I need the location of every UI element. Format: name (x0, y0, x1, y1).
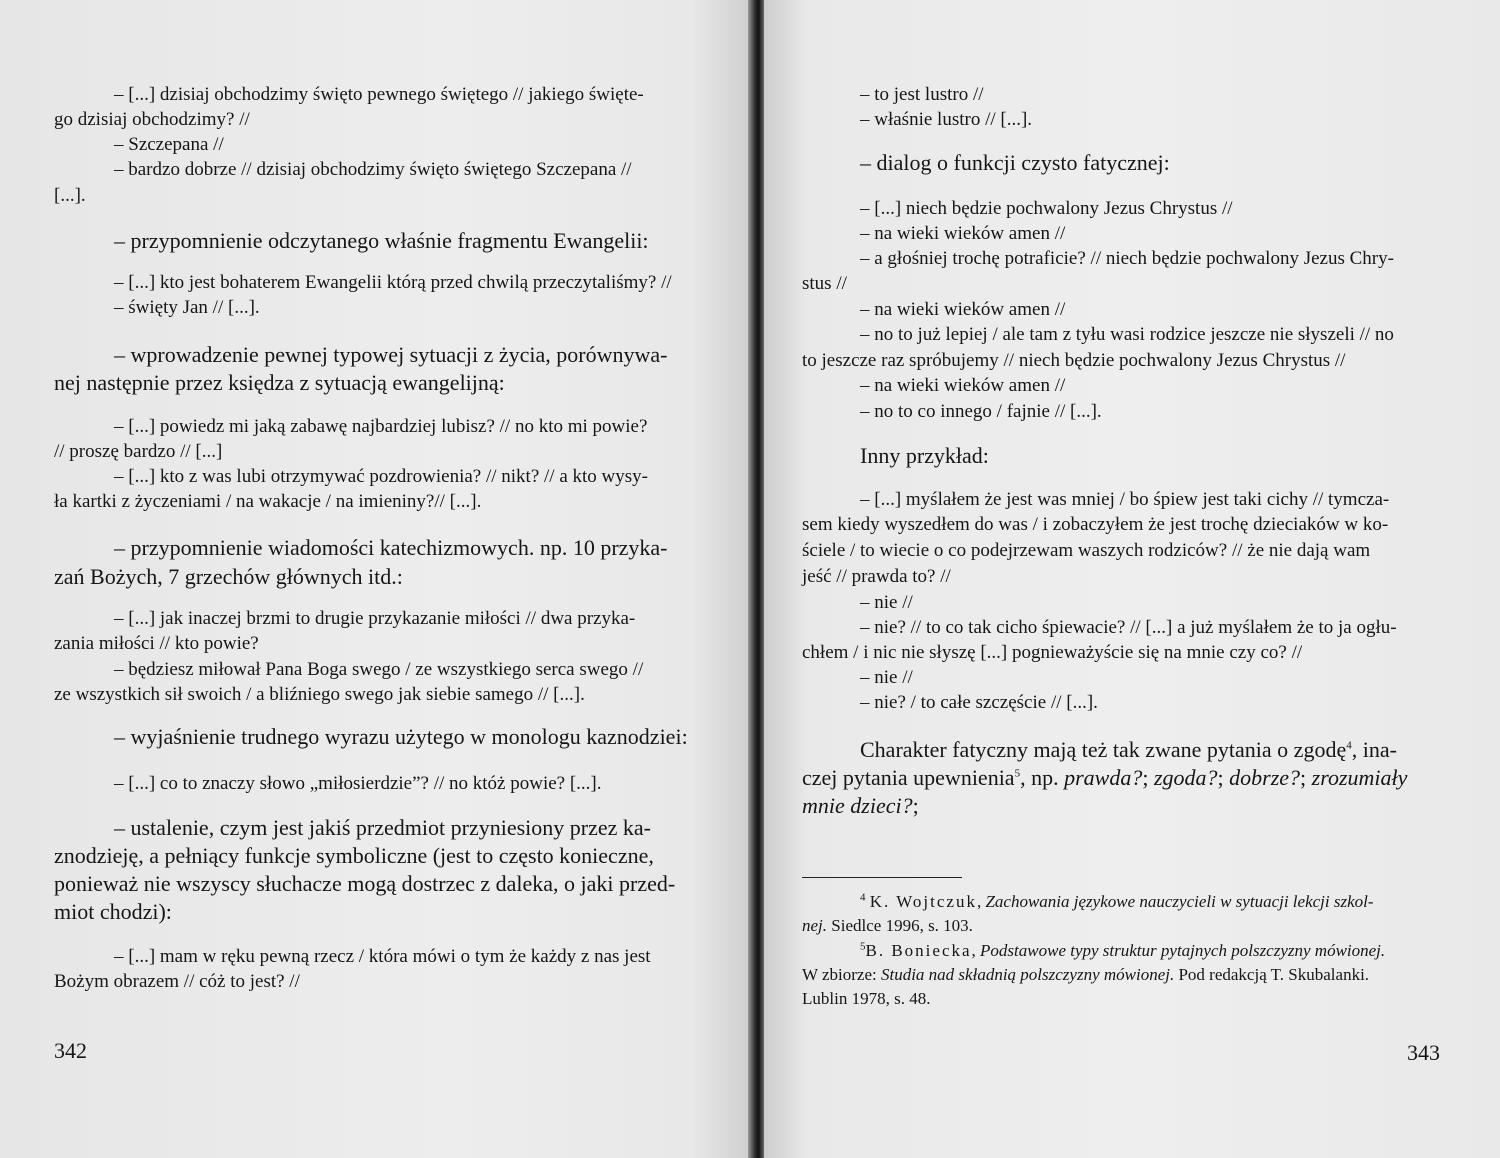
section-heading: ponieważ nie wszyscy słuchacze mogą dostrzec z daleka, o jaki przed- (54, 871, 676, 896)
text-line: – na wieki wieków amen // (860, 299, 1066, 320)
text-line: – nie? // to co tak cicho śpiewacie? // [...] a już myślałem że to ja ogłu- (860, 617, 1397, 638)
text-line: – a głośniej trochę potraficie? // niech będzie pochwalony Jezus Chry- (860, 248, 1394, 269)
section-heading: – wprowadzenie pewnej typowej sytuacji z życia, porównywa- (114, 342, 668, 367)
text-line: // proszę bardzo // [...] (54, 441, 223, 462)
text-line: chłem / i nic nie słyszę [...] pognieważyście się na mnie czy co? // (802, 642, 1303, 663)
page-number: 343 (1407, 1040, 1440, 1065)
text-line: – [...] dzisiaj obchodzimy święto pewnego świętego // jakiego święte- (114, 84, 644, 105)
text-line: ła kartki z życzeniami / na wakacje / na imieniny?// [...]. (54, 491, 482, 512)
section-heading: znodzieję, a pełniący funkcje symboliczne (jest to często konieczne, (54, 843, 654, 868)
section-heading: zań Bożych, 7 grzechów głównych itd.: (54, 564, 403, 589)
text-line: – [...] kto jest bohaterem Ewangelii którą przed chwilą przeczytaliśmy? // (114, 272, 672, 293)
text-line: – na wieki wieków amen // (860, 375, 1066, 396)
text-line: – [...] niech będzie pochwalony Jezus Chrystus // (860, 198, 1233, 219)
text-line: – no to co innego / fajnie // [...]. (860, 401, 1102, 422)
text-line: – nie? / to całe szczęście // [...]. (860, 692, 1098, 713)
text-line: Bożym obrazem // cóż to jest? // (54, 971, 300, 992)
text-line: sem kiedy wyszedłem do was / i zobaczyłem że jest trochę dzieciaków w ko- (802, 514, 1389, 535)
text-line: – na wieki wieków amen // (860, 223, 1066, 244)
text-line: – nie // (860, 667, 913, 688)
footnote-5-line-3: Lublin 1978, s. 48. (802, 989, 931, 1008)
footnote-4-line-2: nej. Siedlce 1996, s. 103. (802, 916, 973, 935)
text-line: – [...] kto z was lubi otrzymywać pozdrowienia? // nikt? // a kto wysy- (114, 466, 648, 487)
section-heading: – wyjaśnienie trudnego wyrazu użytego w monologu kaznodziei: (114, 724, 688, 749)
footnote-5-line-1: $^5$B. Boniecka, Podstawowe typy struktur pytajnych polszczyzny mówionej. (860, 940, 1386, 960)
text-line: – właśnie lustro // [...]. (860, 109, 1033, 130)
footnote-5-line-2: W zbiorze: Studia nad składnią polszczyzny mówionej. Pod redakcją T. Skubalanki. (802, 965, 1370, 984)
text-line: go dzisiaj obchodzimy? // (54, 109, 250, 130)
text-line: – święty Jan // [...]. (114, 297, 260, 318)
section-heading: nej następnie przez księdza z sytuacją ewangelijną: (54, 370, 505, 395)
conclusion-line-3: mnie dzieci?; (802, 793, 919, 818)
text-line: – [...] powiedz mi jaką zabawę najbardziej lubisz? // no kto mi powie? (114, 416, 648, 437)
text-line: – no to już lepiej / ale tam z tyłu wasi rodzice jeszcze nie słyszeli // no (860, 324, 1394, 345)
footnote-rule (802, 877, 962, 878)
text-line: ze wszystkich sił swoich / a bliźniego swego jak siebie samego // [...]. (54, 684, 585, 705)
page-number: 342 (54, 1038, 87, 1063)
text-line: ściele / to wiecie o co podejrzewam waszych rodziców? // że nie dają wam (802, 540, 1371, 561)
text-line: [...]. (54, 185, 86, 206)
section-heading: – dialog o funkcji czysto fatycznej: (860, 150, 1170, 175)
text-line: to jeszcze raz spróbujemy // niech będzie pochwalony Jezus Chrystus // (802, 350, 1346, 371)
conclusion-line-1: Charakter fatyczny mają też tak zwane pytania o zgodę$^4$, ina- (860, 737, 1397, 762)
text-line: – [...] myślałem że jest was mniej / bo śpiew jest taki cichy // tymcza- (860, 489, 1390, 510)
text-line: stus // (802, 273, 847, 294)
conclusion-line-2: czej pytania upewnienia$^5$, np. prawda?; zgoda?; dobrze?; zrozumiały (802, 765, 1408, 790)
text-line: – będziesz miłował Pana Boga swego / ze wszystkiego serca swego // (114, 659, 644, 680)
section-heading: miot chodzi): (54, 899, 172, 924)
section-heading: – przypomnienie odczytanego właśnie fragmentu Ewangelii: (114, 228, 649, 253)
text-line: – [...] jak inaczej brzmi to drugie przykazanie miłości // dwa przyka- (114, 608, 636, 629)
text-line: – bardzo dobrze // dzisiaj obchodzimy święto świętego Szczepana // (114, 159, 632, 180)
text-line: – [...] mam w ręku pewną rzecz / która mówi o tym że każdy z nas jest (114, 946, 651, 967)
text-line: – Szczepana // (114, 134, 224, 155)
section-heading: – przypomnienie wiadomości katechizmowych. np. 10 przyka- (114, 535, 668, 560)
section-heading: Inny przykład: (860, 443, 989, 468)
section-heading: – ustalenie, czym jest jakiś przedmiot przyniesiony przez ka- (114, 815, 651, 840)
right-page (764, 0, 1500, 1158)
text-line: – nie // (860, 592, 913, 613)
footnote-4-line-1: $^4$ K. Wojtczuk, Zachowania językowe nauczycieli w sytuacji lekcji szkol- (860, 891, 1374, 911)
text-line: zania miłości // kto powie? (54, 633, 259, 654)
text-line: – [...] co to znaczy słowo „miłosierdzie”? // no któż powie? [...]. (114, 773, 602, 794)
text-line: jeść // prawda to? // (802, 566, 951, 587)
text-line: – to jest lustro // (860, 84, 984, 105)
